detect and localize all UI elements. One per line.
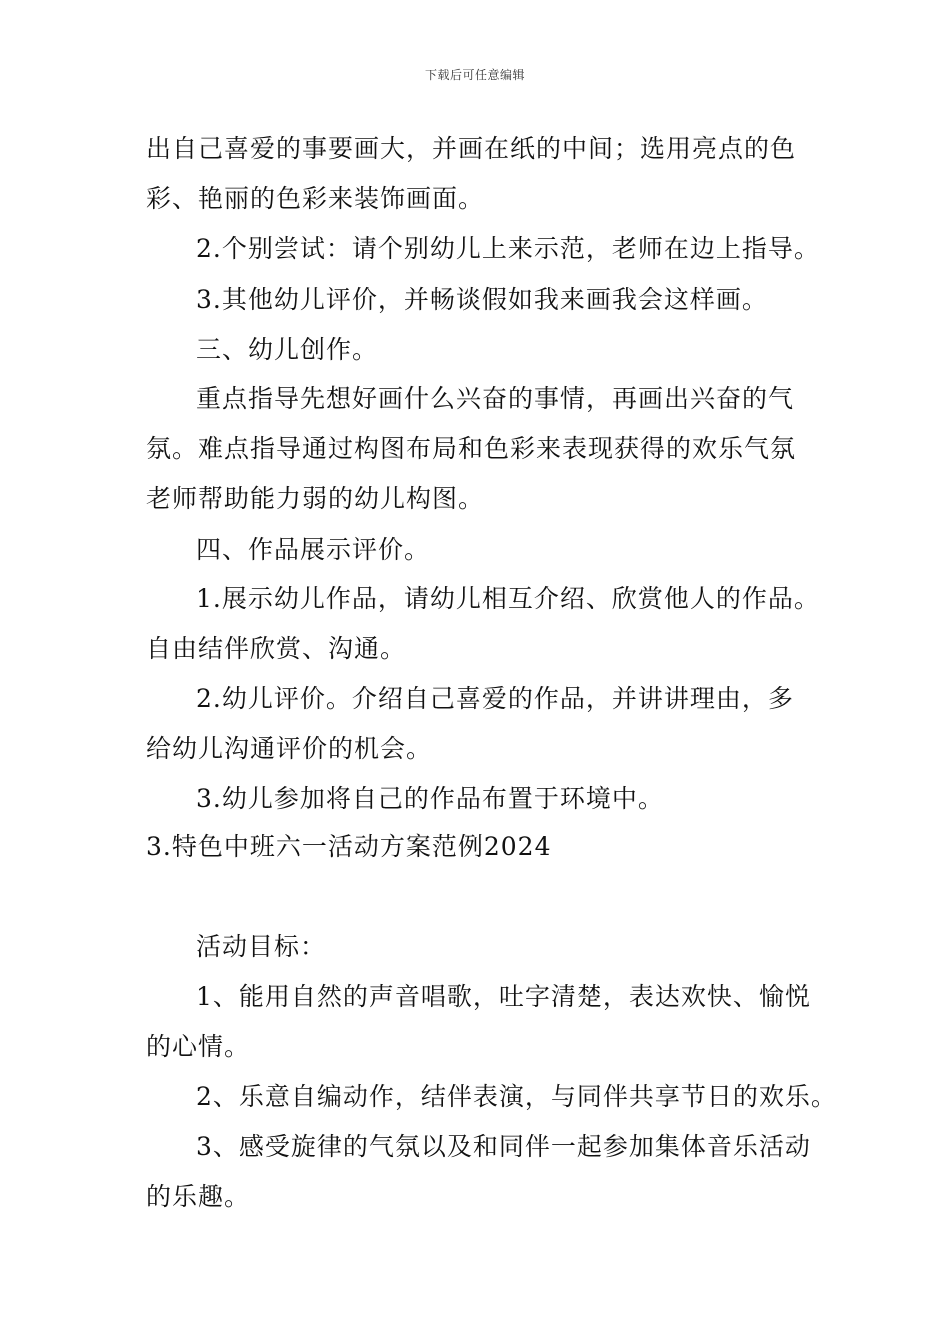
- body-line: 出自己喜爱的事要画大，并画在纸的中间；选用亮点的色: [146, 134, 797, 163]
- section-title: 3.特色中班六一活动方案范例2024: [146, 832, 552, 861]
- body-line: 重点指导先想好画什么兴奋的事情，再画出兴奋的气: [196, 384, 795, 413]
- body-line: 2.幼儿评价。介绍自己喜爱的作品，并讲讲理由，多: [196, 684, 794, 713]
- body-line: 彩、艳丽的色彩来装饰画面。: [146, 184, 485, 213]
- body-line: 自由结伴欣赏、沟通。: [146, 634, 407, 663]
- body-line: 2、乐意自编动作，结伴表演，与同伴共享节日的欢乐。: [196, 1082, 837, 1111]
- body-line: 1、能用自然的声音唱歌，吐字清楚，表达欢快、愉悦: [196, 982, 811, 1011]
- body-line: 1.展示幼儿作品，请幼儿相互介绍、欣赏他人的作品。: [196, 584, 820, 613]
- body-line: 3、感受旋律的气氛以及和同伴一起参加集体音乐活动: [196, 1132, 811, 1161]
- section-heading: 三、幼儿创作。: [196, 335, 379, 364]
- section-heading: 四、作品展示评价。: [196, 535, 431, 564]
- body-line: 的心情。: [146, 1032, 251, 1061]
- section-heading: 活动目标：: [196, 932, 327, 961]
- body-line: 老师帮助能力弱的幼儿构图。: [146, 484, 485, 513]
- body-line: 3.幼儿参加将自己的作品布置于环境中。: [196, 784, 664, 813]
- body-line: 2.个别尝试：请个别幼儿上来示范，老师在边上指导。: [196, 234, 820, 263]
- body-line: 3.其他幼儿评价，并畅谈假如我来画我会这样画。: [196, 285, 768, 314]
- body-line: 氛。难点指导通过构图布局和色彩来表现获得的欢乐气氛: [146, 434, 797, 463]
- body-line: 的乐趣。: [146, 1182, 251, 1211]
- page-header: 下载后可任意编辑: [424, 68, 525, 82]
- body-line: 给幼儿沟通评价的机会。: [146, 734, 433, 763]
